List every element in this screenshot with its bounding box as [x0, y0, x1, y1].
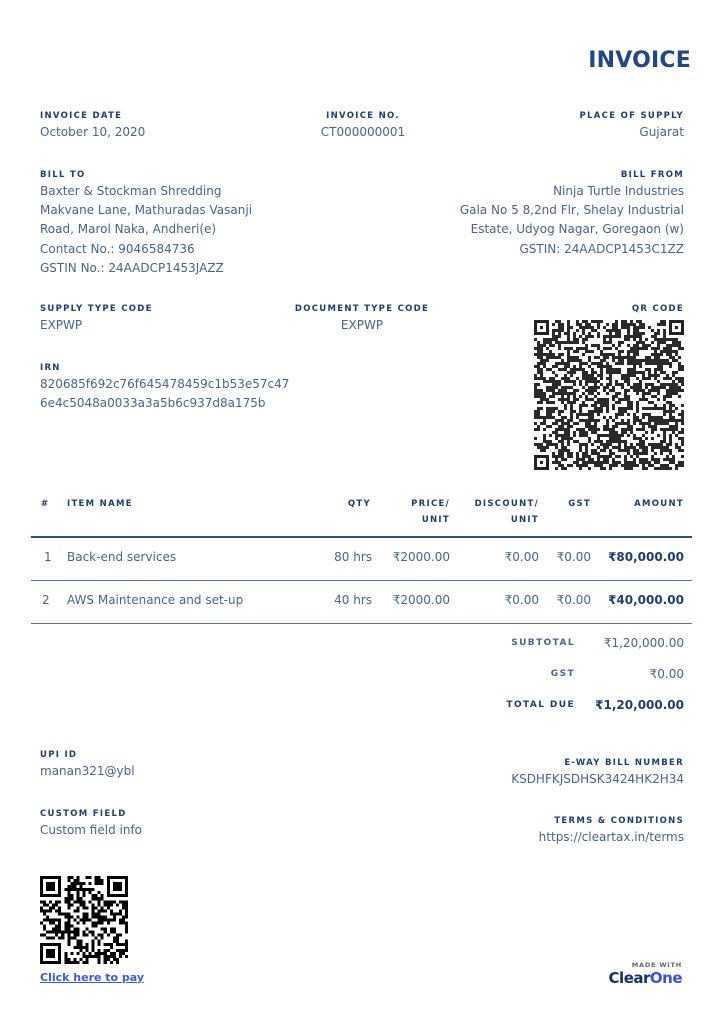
total-due-value: ₹1,20,000.00 [595, 698, 684, 712]
invoice-title: INVOICE [588, 48, 691, 73]
col-header-discount-line2: UNIT [510, 515, 539, 525]
invoice-date-label: INVOICE DATE [40, 111, 123, 121]
brand-part-2: One [649, 969, 682, 987]
col-header-gst: GST [568, 499, 591, 509]
irn-label: IRN [40, 363, 61, 373]
invoice-number-block [300, 111, 426, 142]
place-of-supply-block [580, 111, 684, 142]
upi-block [40, 750, 135, 781]
subtotal-value: ₹1,20,000.00 [603, 636, 684, 650]
row-qty: 40 hrs [334, 593, 372, 607]
bill-from-line: Estate, Udyog Nagar, Goregaon (w) [470, 222, 684, 237]
table-header-divider [31, 536, 692, 538]
place-of-supply-label: PLACE OF SUPPLY [579, 111, 684, 121]
col-header-discount-line1: DISCOUNT/ [474, 499, 539, 509]
clearone-logo [609, 969, 682, 987]
invoice-number-label: INVOICE NO. [326, 111, 400, 121]
bill-from-block [460, 170, 684, 259]
bill-from-line: Ninja Turtle Industries [553, 184, 684, 198]
gst-total-value: ₹0.00 [649, 667, 684, 681]
row-gst: ₹0.00 [556, 550, 591, 564]
bill-to-block [40, 170, 252, 278]
terms-block [539, 816, 684, 847]
bill-from-line: Gala No 5 8,2nd Flr, Shelay Industrial [459, 203, 684, 218]
bill-to-line: Road, Marol Naka, Andheri(e) [40, 222, 217, 237]
eway-label: E-WAY BILL NUMBER [564, 758, 684, 768]
bill-to-label: BILL TO [40, 170, 86, 180]
bill-from-label: BILL FROM [620, 170, 684, 180]
row-amount: ₹40,000.00 [608, 593, 684, 607]
row-qty: 80 hrs [334, 550, 372, 564]
col-header-qty: QTY [347, 499, 371, 509]
col-header-discount [475, 496, 539, 528]
row-amount: ₹80,000.00 [608, 550, 684, 564]
bill-to-line: Baxter & Stockman Shredding [40, 184, 222, 198]
qr-code-label: QR CODE [631, 304, 684, 314]
invoice-date-block [40, 111, 145, 142]
row-number: 1 [44, 550, 52, 564]
total-due-label: TOTAL DUE [506, 700, 575, 710]
eway-block [511, 758, 684, 789]
col-header-price-line2: UNIT [421, 515, 450, 525]
bill-from-line: GSTIN: 24AADCP1453C1ZZ [519, 241, 684, 256]
subtotal-label: SUBTOTAL [511, 638, 575, 648]
terms-label: TERMS & CONDITIONS [554, 816, 684, 826]
row-item-name: AWS Maintenance and set-up [67, 593, 244, 607]
col-header-item: ITEM NAME [67, 499, 133, 509]
gst-total-label: GST [550, 669, 575, 679]
payment-qr-code-icon [40, 876, 128, 964]
table-row [0, 550, 724, 570]
supply-type-label: SUPPLY TYPE CODE [40, 304, 153, 314]
document-type-value: EXPWP [340, 318, 384, 332]
col-header-amount: AMOUNT [634, 499, 684, 509]
custom-field-label: CUSTOM FIELD [40, 809, 127, 819]
place-of-supply-value: Gujarat [639, 125, 684, 139]
col-header-price-line1: PRICE/ [411, 499, 450, 509]
irn-block [40, 363, 290, 413]
bill-to-address [40, 182, 252, 278]
bill-to-line: GSTIN No.: 24AADCP1453JAZZ [40, 260, 224, 275]
click-to-pay-link[interactable]: Click here to pay [40, 971, 145, 984]
document-type-label: DOCUMENT TYPE CODE [294, 304, 430, 314]
e-invoice-qr-code-icon [534, 320, 684, 470]
row-discount: ₹0.00 [504, 550, 539, 564]
upi-value: manan321@ybl [40, 764, 135, 778]
row-item-name: Back-end services [67, 550, 177, 564]
row-price: ₹2000.00 [392, 593, 450, 607]
document-type-block [282, 304, 442, 335]
terms-link[interactable]: https://cleartax.in/terms [538, 830, 684, 844]
bill-to-line: Makvane Lane, Mathuradas Vasanji [40, 203, 253, 218]
row-gst: ₹0.00 [556, 593, 591, 607]
upi-label: UPI ID [40, 750, 78, 760]
bill-to-line: Contact No.: 9046584736 [40, 241, 195, 256]
row-price: ₹2000.00 [392, 550, 450, 564]
invoice-date-value: October 10, 2020 [40, 125, 146, 139]
row-divider [31, 580, 692, 581]
invoice-number-value: CT000000001 [320, 125, 406, 139]
row-divider [31, 623, 692, 624]
row-discount: ₹0.00 [504, 593, 539, 607]
supply-type-value: EXPWP [40, 318, 83, 332]
col-header-price [411, 496, 450, 528]
table-row [0, 593, 724, 613]
custom-field-block [40, 809, 142, 840]
made-with-label: MADE WITH [631, 961, 682, 969]
irn-value: 820685f692c76f645478459c1b53e57c476e4c5048a0033a3a5b6c937d8a175b [40, 377, 290, 410]
row-number: 2 [42, 593, 50, 607]
col-header-number: # [41, 499, 50, 509]
bill-from-address [460, 182, 684, 259]
custom-field-value: Custom field info [40, 823, 142, 837]
brand-part-1: Clear [608, 969, 650, 987]
eway-value: KSDHFKJSDHSK3424HK2H34 [511, 772, 684, 786]
supply-type-block [40, 304, 153, 335]
